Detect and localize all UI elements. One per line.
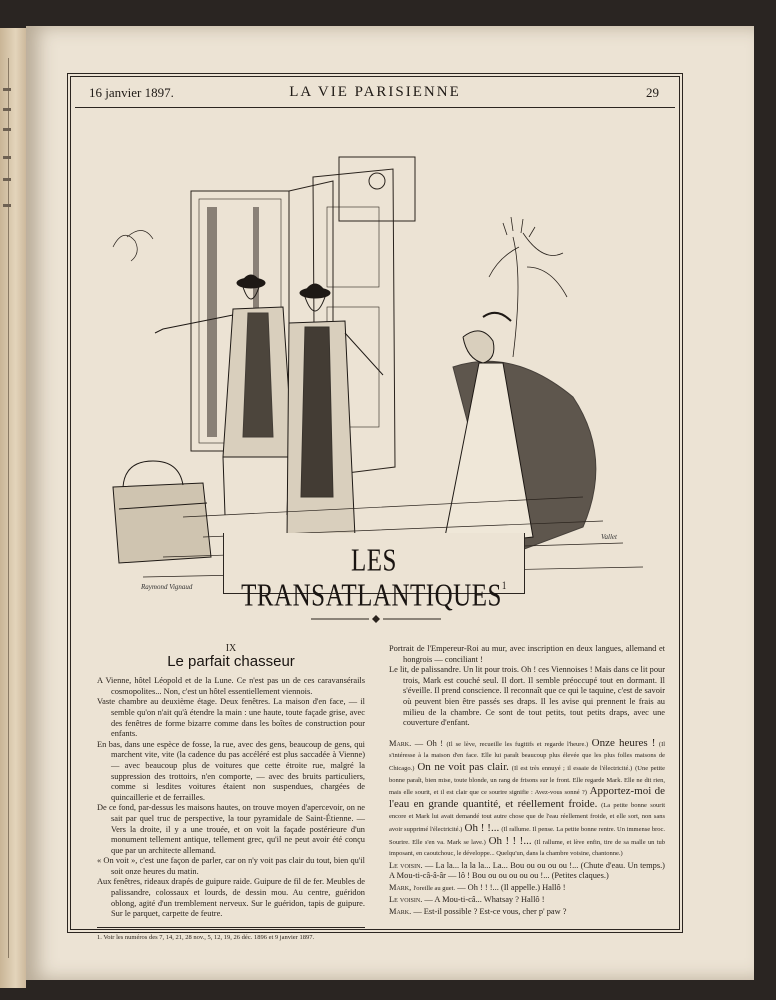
speaker: Mark, — [389, 882, 412, 892]
page-number: 29 — [646, 85, 659, 100]
ornamental-rule — [311, 614, 441, 624]
paragraph: A Vienne, hôtel Léopold et de la Lune. Ce n'est pas un de ces caravansérails cosmopolites... Non, c'est un hôtel essentiellement viennois. — [97, 676, 365, 696]
dialogue-line — [389, 861, 665, 882]
section-title: Le parfait chasseur — [167, 652, 295, 670]
footnote-mark: 1 — [501, 579, 507, 592]
stage-direction: (Il s'intéresse à la maison d'en face. Elle lui paraît beaucoup plus élevée que les plus folles maisons de Chicago.) — [389, 740, 666, 772]
stage-direction: (Il rallume, et lève enfin, tire de sa malle un tub imposant, en caoutchouc, le développe... Quelqu'un, dans la chambre voisine, chantonne.) — [389, 838, 666, 858]
speech: Oh ! !... — [464, 821, 500, 834]
dialogue-line — [389, 738, 665, 860]
speech: Onze heures ! — [591, 736, 656, 749]
title-banner — [223, 533, 525, 613]
man-left — [155, 275, 293, 515]
stage-direction: (Il rallume. Il pense. La petite bonne rentre. Un immense broc. Sourire. Elle s'en va. Mark se lave.) — [389, 825, 666, 846]
footnote-rule — [97, 927, 365, 928]
speaker: Le voisin. — [389, 860, 423, 870]
speech: — La la... la la la... La... Bou ou ou ou ou !... (Chute d'eau. Un temps.) A Mou-ti-câ-â-âr — lô ! Bou ou ou ou ou ou !... (Petites claques.) — [389, 860, 665, 881]
speech: Oh ! ! !... — [488, 834, 532, 847]
artist-signature-left: Raymond Vignaud — [141, 583, 193, 591]
section-number: IX — [225, 643, 237, 654]
paragraph: Le lit, de palissandre. Un lit pour trois. Oh ! ces Viennoises ! Mais dans ce lit pour trois, Mark est couché seul. Il dort. Il semble préoccupé tout en dormant. Il s'éveille. Il prend conscience. Il reconnaît que ce qui le taquine, c'est de savoir où peuvent bien être passés ses draps. Il les avise qui prennent le frais au milieu de la chambre. Ce sont de tout petits, tout petits draps, avec une couverture d'enfant. — [389, 665, 665, 728]
engraving-illustration — [83, 137, 667, 597]
header-rule — [75, 107, 675, 108]
dialogue-line — [389, 907, 665, 918]
stage-direction: (La petite bonne sourit encore et Mark lui avait demandé tout autre chose que de l'eau réellement froide, et elle sort, non sans avoir supprimé l'électricité.) — [389, 801, 665, 833]
stage-direction: (Une petite bonne paraît, bien mise, toute blonde, un rang de frisons sur le front. Elle regarde Mark. Elle ne dit rien, mais elle sourit, et il est clair que ce sourire signifie : Avez-vous sonné ?) — [389, 764, 665, 797]
speaker: Le voisin. — [389, 895, 423, 905]
paragraph: « On voit », c'est une façon de parler, car on n'y voit pas clair du tout, bien qu'il soit onze heures du matin. — [97, 856, 365, 876]
woman-on-chair — [443, 313, 596, 557]
magazine-page — [26, 26, 754, 980]
speech: — Oh ! ! !... (Il appelle.) Hallô ! — [457, 882, 566, 892]
speech: — Oh ! — [414, 738, 444, 748]
text-column-left — [97, 644, 365, 943]
text-column-right — [389, 644, 665, 919]
paragraph: En bas, dans une espèce de fosse, la rue, avec des gens, beaucoup de gens, qui marchent vite, vite (la cadence du pas accéléré est plus saccadée à Vienne) — avec beaucoup plus de voitures que cette étroite rue, malgré la suppression des trottoirs, n'en comporte, — avec des bruits particuliers, comme si lesdites voitures étaient non suspendues, chargées de quincaillerie et de ferrailles. — [97, 739, 365, 802]
paragraph: Portrait de l'Empereur-Roi au mur, avec inscription en deux langues, allemand et hongrois — conciliant ! — [389, 644, 665, 664]
stage-direction: l'oreille au guet. — [413, 884, 456, 892]
dialogue-line — [389, 895, 665, 906]
valise — [113, 461, 211, 563]
running-header — [71, 85, 679, 105]
magazine-title: LA VIE PARISIENNE — [289, 84, 461, 100]
dialogue-line — [389, 883, 665, 895]
artist-signature-right: Vallet — [601, 533, 617, 541]
issue-date: 16 janvier 1897. — [89, 85, 174, 100]
stage-direction: (Il est très ennuyé ; il essaie de l'électricité.) — [511, 764, 633, 772]
speaker: Mark. — [389, 738, 412, 748]
page-frame — [70, 76, 680, 941]
speech: On ne voit pas clair. — [417, 760, 509, 773]
story-title-text: LES TRANSATLANTIQUES — [241, 544, 502, 613]
footnote: 1. Voir les numéros des 7, 14, 21, 28 nov., 5, 12, 19, 26 déc. 1896 et 9 janvier 1897. — [97, 933, 315, 941]
paragraph: De ce fond, par-dessus les maisons hautes, on trouve moyen d'apercevoir, on ne sait par quel truc de perspective, la tour pyramidale de Saint-Étienne. — Vers la droite, il y a une trouée, et on voit la façade postérieure d'un monument tellement antique, tellement grec, qu'il ne peut avoir été conçu que par un architecte allemand. — [97, 803, 365, 855]
paragraph: Vaste chambre au deuxième étage. Deux fenêtres. La maison d'en face, — il semble qu'on n'ait qu'à étendre la main : une haute, toute façade grise, avec des fenêtres de forme bizarre comme dans les boîtes de construction pour enfants. — [97, 697, 365, 739]
dialogue — [389, 738, 665, 918]
adjacent-page-edge — [0, 28, 26, 988]
speech: — A Mou-ti-câ... Whatsay ? Hallô ! — [424, 895, 545, 905]
stage-direction: (Il se lève, recueille les fugitifs et regarde l'heure.) — [446, 740, 589, 748]
man-right — [287, 284, 383, 567]
paragraph: Aux fenêtres, rideaux drapés de guipure raide. Guipure de fil de fer. Meubles de palissandre, colossaux et lourds, de dessin mou. Au centre, guéridon oblong, agité d'un tremblement nerveux. Sur le guéridon, tapis de guipure. Sur le parquet, carpette de feutre. — [97, 877, 365, 919]
palm-plant — [489, 217, 567, 357]
speech: — Est-il possible ? Est-ce vous, cher p' paw ? — [413, 907, 567, 917]
speaker: Mark. — [389, 907, 412, 917]
story-title — [224, 544, 524, 614]
speech: Apportez-moi de l'eau en grande quantité, et réellement froide. — [389, 785, 665, 810]
